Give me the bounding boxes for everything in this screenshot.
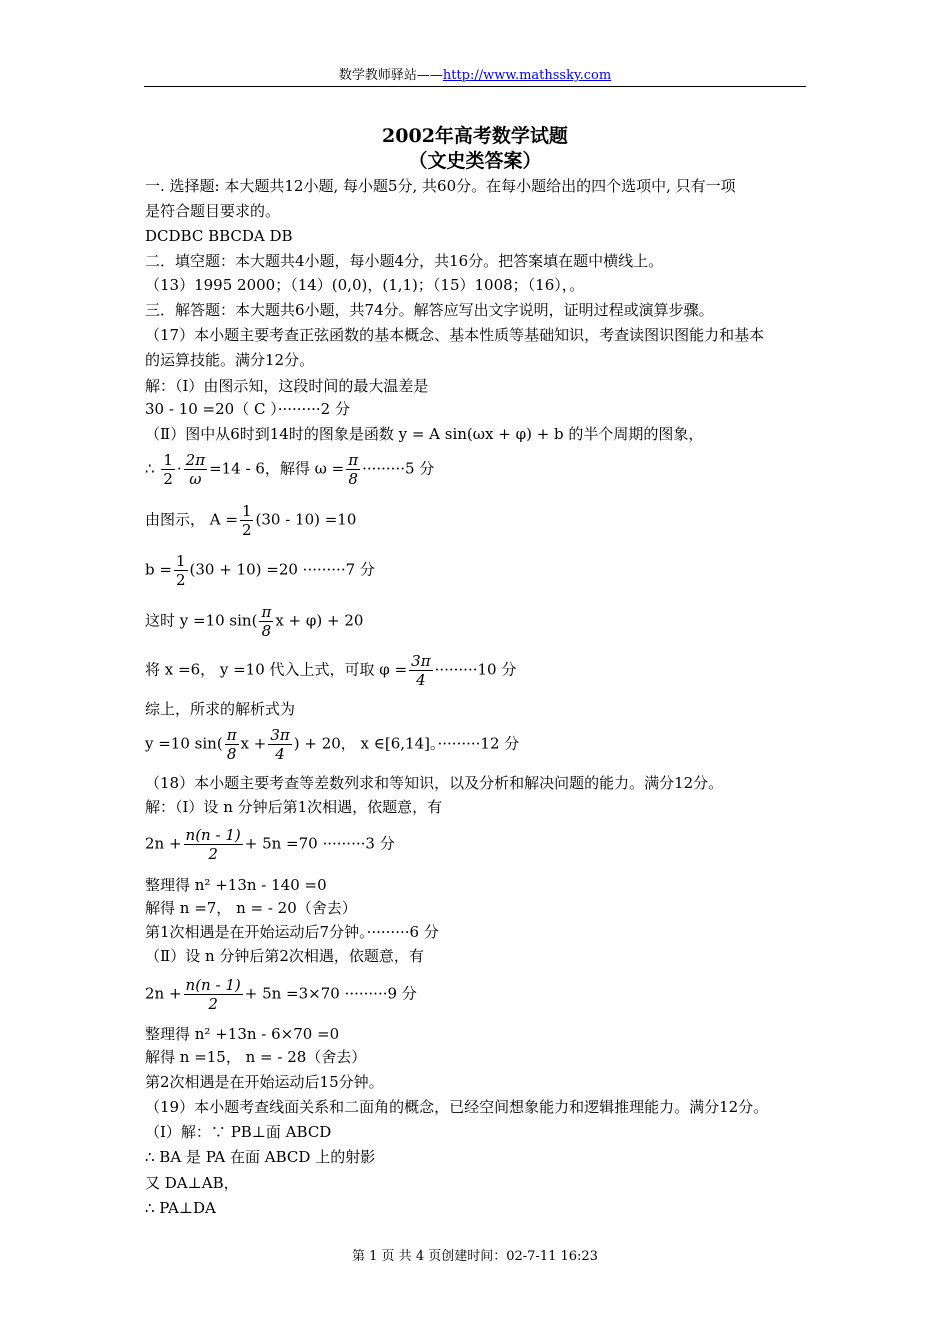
formula-text: x + φ) + 20 <box>275 611 364 630</box>
formula-text: ∴ <box>145 459 155 478</box>
formula-line <box>145 552 810 589</box>
page-footer: 第 1 页 共 4 页创建时间：02-7-11 16:23 <box>352 1249 598 1264</box>
formula-text: =14 - 6，解得 ω = <box>209 459 345 478</box>
text-line: （17）本小题主要考查正弦函数的基本概念、基本性质等基础知识，考查读图识图能力和基本 <box>145 326 765 344</box>
text-line: 解：（Ⅰ）设 n 分钟后第1次相遇，依题意，有 <box>145 798 443 816</box>
answer-key: DCDBC BBCDA DB <box>145 227 293 245</box>
text-line: （Ⅰ）解：∵ PB⊥面 ABCD <box>145 1123 332 1141</box>
formula-line <box>145 976 810 1013</box>
fraction: $\frac{1}{2}$ <box>163 451 173 488</box>
text-line: （18）本小题主要考查等差数列求和等知识，以及分析和解决问题的能力。满分12分。 <box>145 774 724 792</box>
formula-text: (30 - 10) =10 <box>255 510 357 529</box>
formula-text: ) + 20， x ∈[6,14]。·········12 分 <box>293 734 520 753</box>
header-site: 数学教师驿站—— <box>338 68 443 83</box>
text-line: 的运算技能。满分12分。 <box>145 351 315 369</box>
text-line: 又 DA⊥AB， <box>145 1174 239 1192</box>
text-line: 30 - 10 =20（ C ）·········2 分 <box>145 400 350 418</box>
formula-line: ∴ $\frac{1}{2}$ · $\frac{2\pi}{\omega}$ =14 - 6，解得 ω = $\frac{\pi}{8}$ ·········5 分 <box>145 451 435 488</box>
formula-text: y =10 sin( <box>145 734 223 753</box>
formula-text: ·········10 分 <box>434 660 517 679</box>
fraction: $\frac{3\pi}{4}$ <box>270 726 290 763</box>
text-line: 第2次相遇是在开始运动后15分钟。 <box>145 1073 384 1091</box>
formula-text: 由图示， A = <box>145 510 238 529</box>
text-line: （13）1995 2000；（14）(0,0)，(1,1)；（15）1008；（16），。 <box>145 276 585 294</box>
text-line: 二．填空题：本大题共4小题，每小题4分，共16分。把答案填在题中横线上。 <box>145 252 664 270</box>
text-line: （19）本小题考查线面关系和二面角的概念，已经空间想象能力和逻辑推理能力。满分12分。 <box>145 1098 769 1116</box>
fraction: $\frac{3\pi}{4}$ <box>411 652 431 689</box>
formula-text: 2n + <box>145 984 182 1003</box>
formula-text: (30 + 10) =20 ·········7 分 <box>189 560 375 579</box>
text-line: ∴ BA 是 PA 在面 ABCD 上的射影 <box>145 1148 376 1166</box>
fraction: $\frac{1}{2}$ <box>241 502 252 539</box>
text-line: 整理得 n² +13n - 140 =0 <box>145 876 327 894</box>
formula-line <box>145 502 810 539</box>
doc-subtitle: （文史类答案） <box>408 150 542 172</box>
formula-text: ·········5 分 <box>362 459 435 478</box>
text-line: 解：（Ⅰ）由图示知，这段时间的最大温差是 <box>145 377 429 395</box>
formula-line <box>145 652 810 689</box>
fraction: $\frac{2\pi}{\omega}$ <box>185 451 206 488</box>
fraction: $\frac{\pi}{8}$ <box>348 451 359 488</box>
text-line: 是符合题目要求的。 <box>145 202 281 220</box>
formula-text: 将 x =6， y =10 代入上式，可取 φ = <box>145 660 408 679</box>
formula-text: 这时 y =10 sin( <box>145 611 258 630</box>
fraction: $\frac{1}{2}$ <box>175 552 186 589</box>
text-line: （Ⅱ）图中从6时到14时的图象是函数 y = A sin(ωx + φ) + b 的半个周期的图象， <box>145 425 704 443</box>
text-line: 一. 选择题: 本大题共12小题, 每小题5分, 共60分。在每小题给出的四个选项中, 只有一项 <box>145 177 736 195</box>
text-line: 解得 n =7， n = - 20（舍去） <box>145 899 357 917</box>
text-line: 第1次相遇是在开始运动后7分钟。·········6 分 <box>145 923 439 941</box>
fraction: $\frac{\pi}{8}$ <box>261 603 272 640</box>
fraction: $\frac{n(n - 1)}{2}$ <box>185 976 241 1013</box>
formula-text: b = <box>145 560 172 579</box>
formula-line <box>145 826 810 863</box>
formula-text: 2n + <box>145 834 182 853</box>
formula-line <box>145 726 810 763</box>
formula-line <box>145 603 810 640</box>
fraction: $\frac{\pi}{8}$ <box>226 726 237 763</box>
text-line: 解得 n =15， n = - 28（舍去） <box>145 1048 367 1066</box>
formula-text: + 5n =3×70 ·········9 分 <box>244 984 417 1003</box>
text-line: 三．解答题：本大题共6小题，共74分。解答应写出文字说明，证明过程或演算步骤。 <box>145 301 714 319</box>
page-header <box>144 67 806 85</box>
text-line: （Ⅱ）设 n 分钟后第2次相遇，依题意，有 <box>145 947 424 965</box>
fraction: $\frac{n(n - 1)}{2}$ <box>185 826 241 863</box>
text-line: ∴ PA⊥DA <box>145 1199 216 1217</box>
formula-text: x + <box>240 734 267 753</box>
text-line: 整理得 n² +13n - 6×70 =0 <box>145 1025 340 1043</box>
doc-title: 2002年高考数学试题 <box>382 125 568 147</box>
header-rule <box>144 86 806 87</box>
formula-text: + 5n =70 ·········3 分 <box>244 834 395 853</box>
text-line: 综上，所求的解析式为 <box>145 700 296 718</box>
header-link[interactable]: http://www.mathssky.com <box>442 68 612 83</box>
